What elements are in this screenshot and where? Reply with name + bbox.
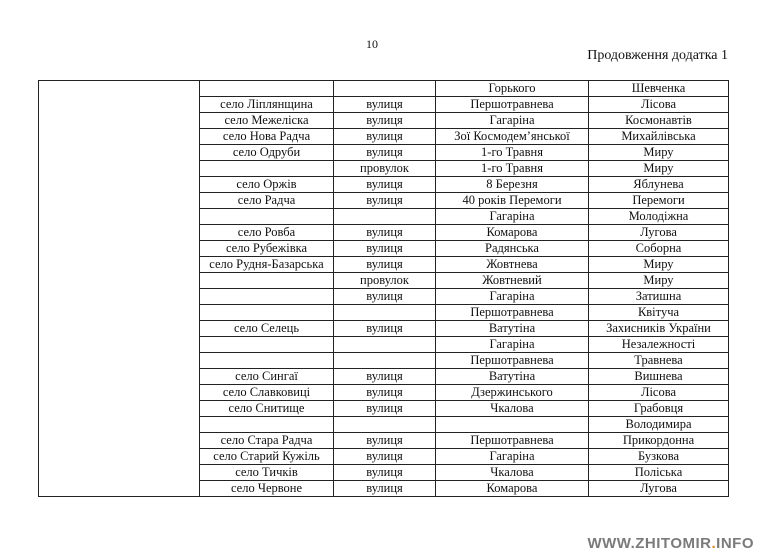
village-cell: село Сингаї: [200, 369, 334, 385]
new-name-cell: Квітуча: [589, 305, 729, 321]
village-cell: село Тичків: [200, 465, 334, 481]
old-name-cell: Ватутіна: [436, 321, 589, 337]
new-name-cell: Лугова: [589, 481, 729, 497]
new-name-cell: Лугова: [589, 225, 729, 241]
street-type-cell: вулиця: [334, 321, 436, 337]
street-type-cell: вулиця: [334, 401, 436, 417]
street-type-cell: вулиця: [334, 241, 436, 257]
street-type-cell: вулиця: [334, 385, 436, 401]
new-name-cell: Прикордонна: [589, 433, 729, 449]
street-type-cell: вулиця: [334, 369, 436, 385]
old-name-cell: Жовтнева: [436, 257, 589, 273]
street-type-cell: вулиця: [334, 97, 436, 113]
street-type-cell: [334, 353, 436, 369]
street-type-cell: провулок: [334, 161, 436, 177]
village-cell: село Снитище: [200, 401, 334, 417]
village-cell: село Старий Кужіль: [200, 449, 334, 465]
old-name-cell: Ватутіна: [436, 369, 589, 385]
new-name-cell: Яблунева: [589, 177, 729, 193]
new-name-cell: Лісова: [589, 385, 729, 401]
street-type-cell: вулиця: [334, 193, 436, 209]
street-type-cell: вулиця: [334, 289, 436, 305]
street-type-cell: [334, 417, 436, 433]
old-name-cell: [436, 417, 589, 433]
new-name-cell: Молодіжна: [589, 209, 729, 225]
street-type-cell: [334, 305, 436, 321]
street-type-cell: вулиця: [334, 177, 436, 193]
old-name-cell: Чкалова: [436, 465, 589, 481]
new-name-cell: Грабовця: [589, 401, 729, 417]
village-cell: село Рудня-Базарська: [200, 257, 334, 273]
watermark-prefix: WWW.: [587, 535, 636, 552]
old-name-cell: 1-го Травня: [436, 145, 589, 161]
village-cell: село Червоне: [200, 481, 334, 497]
village-cell: село Оржів: [200, 177, 334, 193]
street-type-cell: [334, 337, 436, 353]
village-cell: [200, 161, 334, 177]
old-name-cell: Гагаріна: [436, 289, 589, 305]
new-name-cell: Миру: [589, 145, 729, 161]
new-name-cell: Захисників України: [589, 321, 729, 337]
street-type-cell: провулок: [334, 273, 436, 289]
new-name-cell: Космонавтів: [589, 113, 729, 129]
street-type-cell: вулиця: [334, 113, 436, 129]
village-cell: село Нова Радча: [200, 129, 334, 145]
new-name-cell: Миру: [589, 273, 729, 289]
village-cell: [200, 417, 334, 433]
old-name-cell: Гагаріна: [436, 113, 589, 129]
old-name-cell: Гагаріна: [436, 209, 589, 225]
old-name-cell: Зої Космодем’янської: [436, 129, 589, 145]
old-name-cell: 1-го Травня: [436, 161, 589, 177]
village-cell: [200, 289, 334, 305]
old-name-cell: 8 Березня: [436, 177, 589, 193]
new-name-cell: Вишнева: [589, 369, 729, 385]
village-cell: село Рубежівка: [200, 241, 334, 257]
old-name-cell: Комарова: [436, 481, 589, 497]
new-name-cell: Бузкова: [589, 449, 729, 465]
village-cell: [200, 273, 334, 289]
village-cell: [200, 305, 334, 321]
village-cell: село Ліплянщина: [200, 97, 334, 113]
street-type-cell: вулиця: [334, 225, 436, 241]
appendix-caption: Продовження додатка 1: [587, 48, 728, 63]
old-name-cell: Дзержинського: [436, 385, 589, 401]
old-name-cell: Чкалова: [436, 401, 589, 417]
village-cell: [200, 81, 334, 97]
village-cell: село Селець: [200, 321, 334, 337]
street-type-cell: вулиця: [334, 481, 436, 497]
watermark-dot: .: [711, 535, 717, 552]
village-cell: село Стара Радча: [200, 433, 334, 449]
new-name-cell: Шевченка: [589, 81, 729, 97]
old-name-cell: Першотравнева: [436, 353, 589, 369]
street-type-cell: [334, 81, 436, 97]
village-cell: село Межеліска: [200, 113, 334, 129]
new-name-cell: Поліська: [589, 465, 729, 481]
new-name-cell: Лісова: [589, 97, 729, 113]
old-name-cell: Жовтневий: [436, 273, 589, 289]
old-name-cell: Радянська: [436, 241, 589, 257]
old-name-cell: Гагаріна: [436, 449, 589, 465]
street-type-cell: [334, 209, 436, 225]
village-cell: [200, 353, 334, 369]
street-type-cell: вулиця: [334, 129, 436, 145]
site-watermark: [587, 535, 754, 552]
table-row: [39, 81, 729, 97]
new-name-cell: Миру: [589, 257, 729, 273]
street-type-cell: вулиця: [334, 145, 436, 161]
village-cell: село Одруби: [200, 145, 334, 161]
new-name-cell: Соборна: [589, 241, 729, 257]
village-cell: [200, 337, 334, 353]
watermark-suffix: INFO: [716, 535, 754, 552]
new-name-cell: Травнева: [589, 353, 729, 369]
village-cell: [200, 209, 334, 225]
page-number: 10: [366, 37, 378, 51]
new-name-cell: Володимира: [589, 417, 729, 433]
street-type-cell: вулиця: [334, 433, 436, 449]
empty-left-column: [39, 81, 200, 497]
old-name-cell: Першотравнева: [436, 305, 589, 321]
old-name-cell: Першотравнева: [436, 97, 589, 113]
new-name-cell: Михайлівська: [589, 129, 729, 145]
village-cell: село Славковиці: [200, 385, 334, 401]
new-name-cell: Затишна: [589, 289, 729, 305]
street-type-cell: вулиця: [334, 465, 436, 481]
old-name-cell: 40 років Перемоги: [436, 193, 589, 209]
watermark-name: ZHITOMIR: [635, 535, 712, 552]
new-name-cell: Незалежності: [589, 337, 729, 353]
old-name-cell: Першотравнева: [436, 433, 589, 449]
new-name-cell: Перемоги: [589, 193, 729, 209]
village-cell: село Радча: [200, 193, 334, 209]
street-type-cell: вулиця: [334, 449, 436, 465]
old-name-cell: Горького: [436, 81, 589, 97]
old-name-cell: Комарова: [436, 225, 589, 241]
streets-table: [38, 80, 729, 497]
street-type-cell: вулиця: [334, 257, 436, 273]
new-name-cell: Миру: [589, 161, 729, 177]
old-name-cell: Гагаріна: [436, 337, 589, 353]
village-cell: село Ровба: [200, 225, 334, 241]
